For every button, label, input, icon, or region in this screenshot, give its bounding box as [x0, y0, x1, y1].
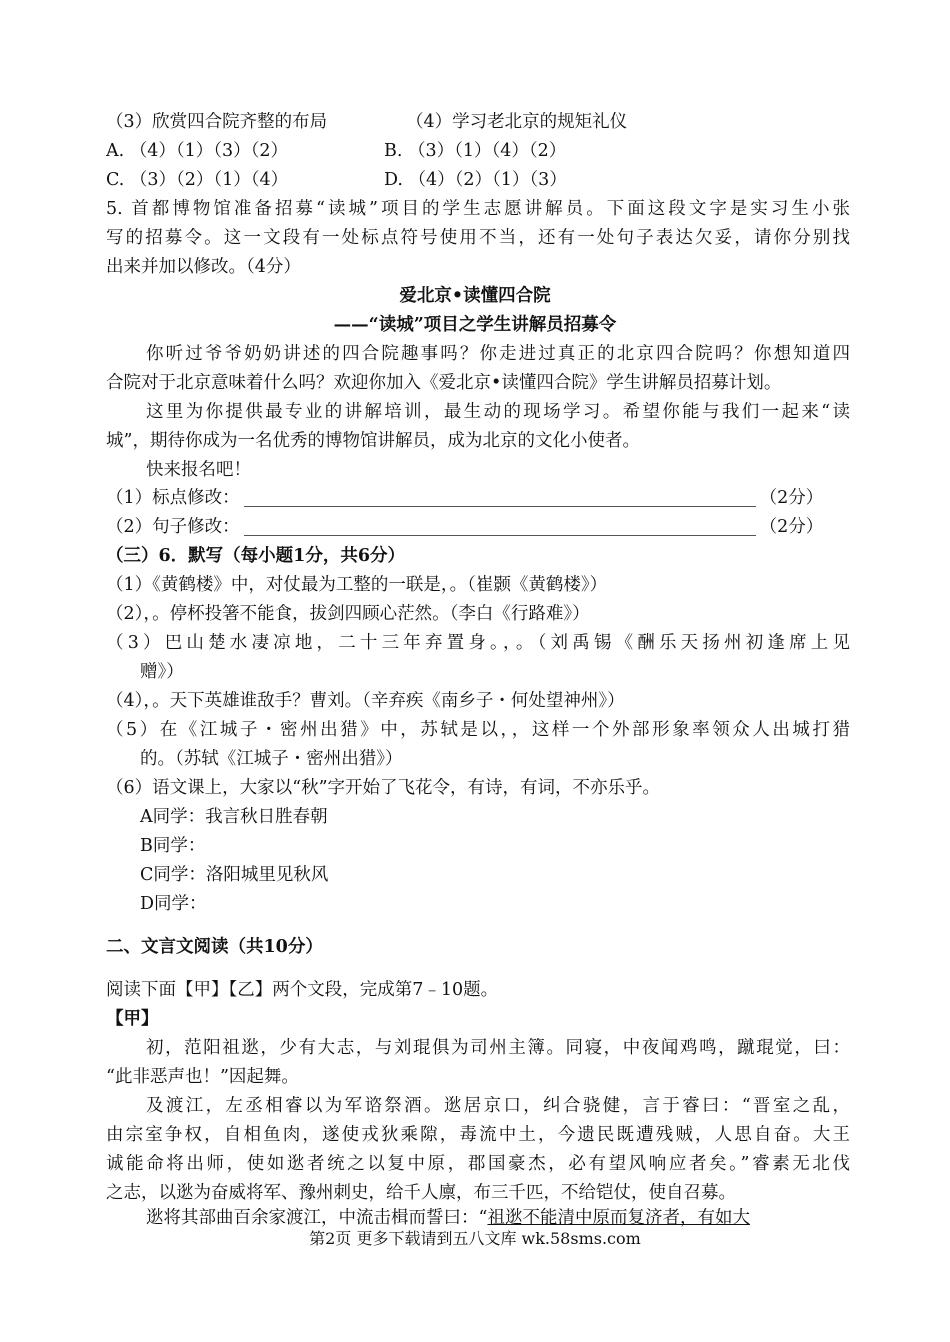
q6-item-3-line-2: 赠》） [140, 662, 184, 682]
passage-para-3-text: 逖将其部曲百余家渡江，中流击楫而誓曰：“ [146, 1208, 488, 1228]
q4-item-4: （4）学习老北京的规矩礼仪 [406, 112, 628, 132]
section-2-instruction: 阅读下面【甲】【乙】两个文段，完成第7﹣10题。 [106, 980, 499, 1000]
answer-score-punctuation: （2分） [759, 488, 824, 508]
notice-para-1-line-2: 合院对于北京意味着什么吗？欢迎你加入《爱北京•读懂四合院》学生讲解员招募计划。 [106, 373, 782, 393]
notice-title: 爱北京•读懂四合院 [399, 286, 551, 306]
answer-label-punctuation: （1）标点修改： [106, 488, 240, 508]
notice-para-1-line-1: 你听过爷爷奶奶讲述的四合院趣事吗？你走进过真正的北京四合院吗？你想知道四 [146, 344, 850, 364]
q6-item-1: （1）《黄鹤楼》中，对仗最为工整的一联是，。（崔颢《黄鹤楼》） [106, 575, 608, 595]
q4-option-d: D. （4）（2）（1）（3） [384, 170, 567, 190]
answer-score-sentence: （2分） [759, 517, 824, 537]
notice-subtitle: ——“读城”项目之学生讲解员招募令 [333, 315, 617, 335]
q6-item-5-line-1: （5）在《江城子・密州出猎》中，苏轼是以，，这样一个外部形象率领众人出城打猎 [106, 720, 850, 740]
q6-item-5-line-2: 的。（苏轼《江城子・密州出猎》） [140, 749, 403, 769]
q4-options-row-2 [106, 166, 567, 194]
q6-item-3-line-1: （3）巴山楚水凄凉地，二十三年弃置身。，。（刘禹锡《酬乐天扬州初逢席上见 [106, 633, 850, 653]
student-c: C同学：洛阳城里见秋风 [140, 865, 329, 885]
answer-row-punctuation [106, 484, 823, 512]
passage-jia-label: 【甲】 [106, 1009, 159, 1029]
q5-prompt-line-3: 出来并加以修改。（4分） [106, 257, 301, 277]
passage-para-2-line-2: 由宗室争权，自相鱼肉，遂使戎狄乘隙，毒流中土，今遗民既遭残贼，人思自奋。大王 [106, 1125, 850, 1145]
q6-heading: （三）6．默写（每小题1分，共6分） [106, 546, 406, 566]
passage-para-1-line-2: “此非恶声也！”因起舞。 [106, 1067, 299, 1087]
passage-para-2-line-4: 之志，以逖为奋威将军、豫州刺史，给千人廪，布三千匹，不给铠仗，使自召募。 [106, 1183, 736, 1203]
student-a: A同学：我言秋日胜春朝 [140, 807, 328, 827]
page-footer: 第2页 更多下载请到五八文库 wk.58sms.com [309, 1229, 641, 1248]
answer-row-sentence [106, 513, 823, 541]
passage-para-2-line-1: 及渡江，左丞相睿以为军谘祭酒。逖居京口，纠合骁健，言于睿曰：“晋室之乱， [146, 1096, 850, 1116]
notice-para-2-line-1: 这里为你提供最专业的讲解培训，最生动的现场学习。希望你能与我们一起来“读 [146, 402, 850, 422]
answer-label-sentence: （2）句子修改： [106, 517, 240, 537]
section-2-heading: 二、文言文阅读（共10分） [106, 937, 323, 957]
q4-item-3: （3）欣赏四合院齐整的布局 [106, 112, 328, 132]
q6-item-2: （2），。停杯投箸不能食，拔剑四顾心茫然。（李白《行路难》） [106, 604, 590, 624]
passage-para-3-underlined: 祖逖不能清中原而复济者，有如大 [487, 1208, 750, 1228]
notice-para-2-line-2: 城”，期待你成为一名优秀的博物馆讲解员，成为北京的文化小使者。 [106, 431, 640, 451]
q5-prompt-line-1: 5. 首都博物馆准备招募“读城”项目的学生志愿讲解员。下面这段文字是实习生小张 [106, 199, 850, 219]
answer-blank-sentence[interactable] [244, 517, 756, 536]
answer-blank-punctuation[interactable] [244, 488, 756, 507]
q4-items-row [106, 108, 627, 136]
passage-para-2-line-3: 诚能命将出师，使如逖者统之以复中原，郡国豪杰，必有望风响应者矣。”睿素无北伐 [106, 1154, 850, 1174]
q5-prompt-line-2: 写的招募令。这一文段有一处标点符号使用不当，还有一处句子表达欠妥，请你分别找 [106, 228, 850, 248]
q6-item-6: （6）语文课上，大家以“秋”字开始了飞花令，有诗，有词，不亦乐乎。 [106, 778, 661, 798]
q6-item-4: （4），。天下英雄谁敌手？曹刘。（辛弃疾《南乡子・何处望神州》） [106, 691, 625, 711]
passage-para-1-line-1: 初，范阳祖逖，少有大志，与刘琨俱为司州主簿。同寝，中夜闻鸡鸣，蹴琨觉，曰： [146, 1038, 850, 1058]
q4-option-b: B. （3）（1）（4）（2） [384, 141, 567, 161]
notice-para-3: 快来报名吧！ [146, 460, 251, 480]
student-b: B同学： [140, 836, 206, 856]
q4-option-a: A. （4）（1）（3）（2） [106, 141, 289, 161]
q4-option-c: C. （3）（2）（1）（4） [106, 170, 289, 190]
q4-options-row-1 [106, 137, 566, 165]
student-d: D同学： [140, 894, 207, 914]
